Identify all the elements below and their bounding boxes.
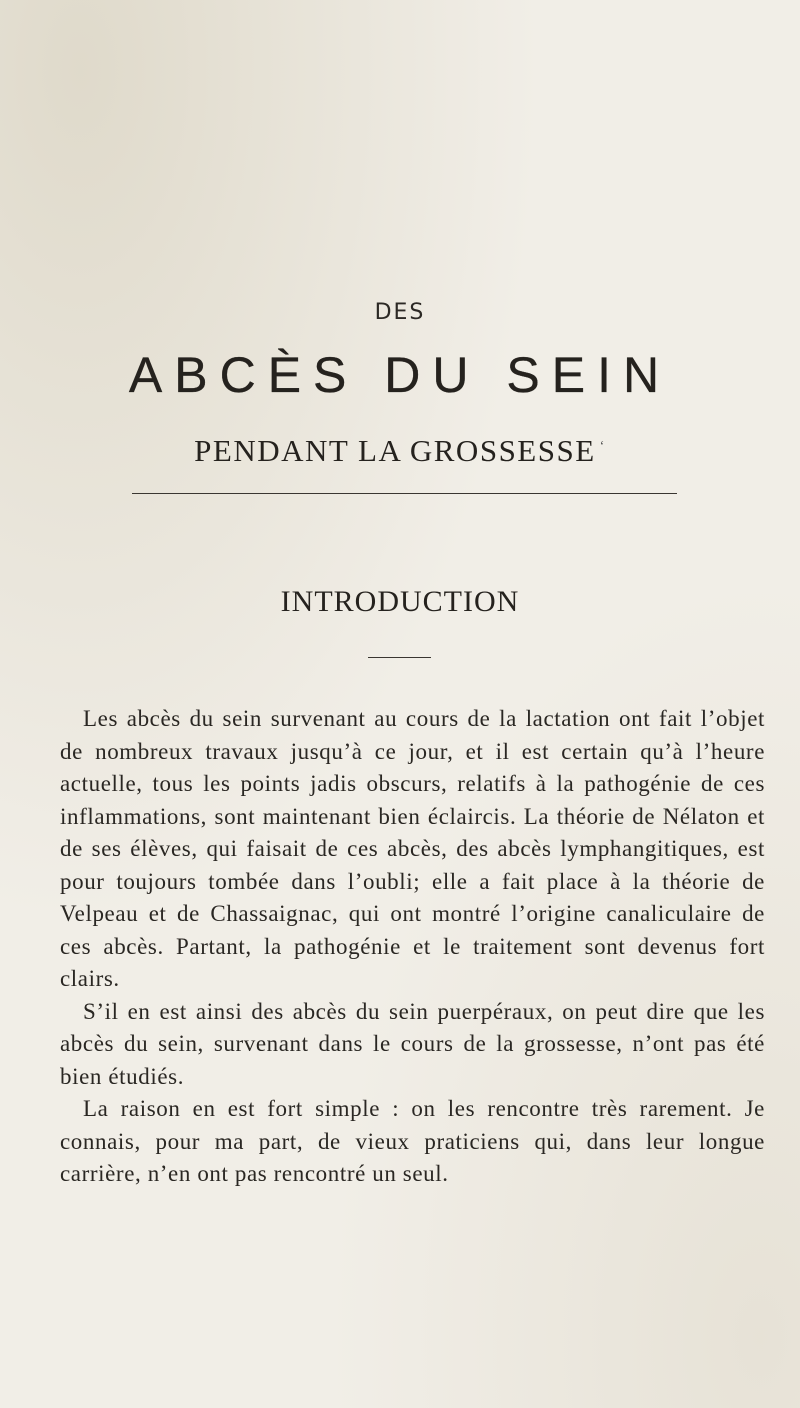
main-title: ABCÈS DU SEIN [128, 347, 672, 403]
section-divider [368, 657, 431, 658]
paragraph: Les abcès du sein survenant au cours de la lactation ont fait l’objet de nombreux travaux jusqu’à ce jour, et il est certain qu’à l’heure actuelle, tous les points jadis obscurs, relatifs à la pathogénie de ces inflammations, sont maintenant bien éclaircis. La théorie de Nélaton et de ses élèves, qui faisait de ces abcès, des abcès lymphangitiques, est pour toujours tombée dans l’oubli; elle a fait place à la théorie de Velpeau et de Chassaignac, qui ont montré l’origine canaliculaire de ces abcès. Partant, la pathogénie et le traitement sont devenus fort clairs. [60, 706, 765, 991]
title-kicker: DES [374, 300, 426, 325]
paragraph: La raison en est fort simple : on les rencontre très rarement. Je connais, pour ma part, de vieux praticiens qui, dans leur longue carrière, n’en ont pas rencontré un seul. [60, 1096, 765, 1186]
subtitle-text: PENDANT LA GROSSESSE [194, 433, 596, 468]
section-heading: INTRODUCTION [280, 585, 520, 618]
body-text [60, 703, 765, 1191]
paragraph: S’il en est ainsi des abcès du sein puerpéraux, on peut dire que les abcès du sein, survenant dans le cours de la grossesse, n’ont pas été bien étudiés. [60, 998, 765, 1089]
footnote-mark: ‘ [599, 438, 606, 454]
title-divider [132, 493, 677, 494]
subtitle [0, 433, 800, 469]
